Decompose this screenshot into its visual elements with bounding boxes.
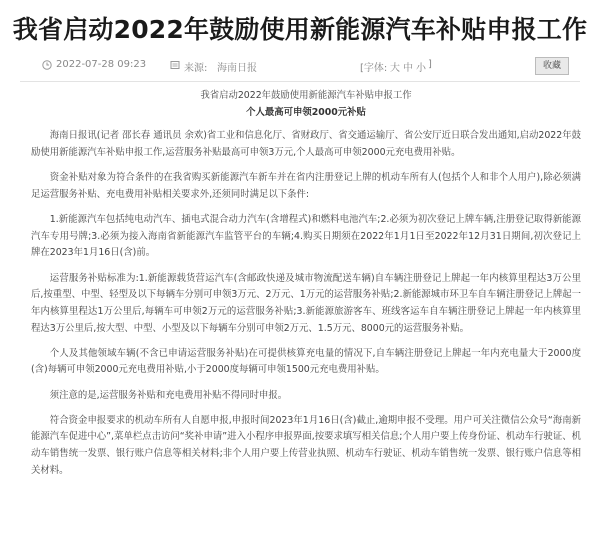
article-subtitle: 我省启动2022年鼓励使用新能源汽车补贴申报工作 [200, 90, 412, 101]
paragraph-eligibility: 资金补贴对象为符合条件的在我省购买新能源汽车新车并在省内注册登记上牌的机动车所有人(包括个人和非个人用户),除必须满足运营服务补贴、充电费用补贴相关要求外,还须同时满足以下条件: [31, 172, 581, 200]
paragraph-application: 符合资金申报要求的机动车所有人自愿申报,申报时间2023年1月16日(含)截止,逾期申报不受理。用户可关注微信公众号“海南新能源汽车促进中心”,菜单栏点击访问“奖补申请”进入小程序申报界面,按要求填写相关信息;个人用户要上传身份证、机动车行驶证、机动车销售统一发票、银行账户信息等相关材料;非个人用户要上传营业执照、机动车行驶证、机动车销售统一发票、银行账户信息等相关材料。 [31, 414, 581, 476]
font-size-medium-link[interactable]: 中 [403, 63, 413, 74]
font-size-close-bracket: ] [428, 59, 432, 70]
font-size-small-link[interactable]: 小 [416, 63, 426, 74]
article-subheading: 个人最高可申领2000元补贴 [246, 106, 366, 118]
source-label: 来源: [184, 63, 208, 74]
clock-icon [42, 60, 52, 70]
page-title: 我省启动2022年鼓励使用新能源汽车补贴申报工作 [12, 15, 588, 44]
paragraph-operating-subsidy: 运营服务补贴标准为:1.新能源载货营运汽车(含邮政快递及城市物流配送车辆)自车辆注册登记上牌起一年内核算里程达3万公里后,按重型、中型、轻型及以下每辆车分别可申领3万元、2万元、1万元的运营服务补贴;2.新能源城市环卫车自车辆注册登记上牌起一年内核算里程达1万公里后,每辆车可申领2万元的运营服务补贴;3.新能源旅游客车、班线客运车自车辆注册登记上牌起一年内核算里程达3万公里后,按大型、中型、小型及以下每辆车分别可申领2万元、1.5万元、8000元的运营服务补贴。 [31, 272, 581, 334]
font-size-label: [字体: [360, 63, 388, 74]
paragraph-intro: 海南日报讯(记者 邵长春 通讯员 余欢)省工业和信息化厅、省财政厅、省交通运输厅、省公安厅近日联合发出通知,启动2022年鼓励使用新能源汽车补贴申报工作,运营服务补贴最高可申领3万元,个人最高可申领2000元充电费用补贴。 [31, 130, 581, 159]
divider [20, 81, 580, 82]
paragraph-notice: 须注意的是,运营服务补贴和充电费用补贴不得同时申报。 [49, 389, 288, 401]
font-size-large-link[interactable]: 大 [390, 63, 400, 74]
article-meta-bar [20, 57, 580, 77]
source-icon [170, 60, 180, 70]
paragraph-charging-subsidy: 个人及其他领域车辆(不含已申请运营服务补贴)在可提供核算充电量的情况下,自车辆注册登记上牌起一年内充电量大于2000度(含)每辆可申领2000元充电费用补贴,小于2000度每辆可申领1500元充电费用补贴。 [31, 347, 581, 376]
publish-date: 2022-07-28 09:23 [56, 59, 147, 70]
paragraph-conditions: 1.新能源汽车包括纯电动汽车、插电式混合动力汽车(含增程式)和燃料电池汽车;2.必须为初次登记上牌车辆,注册登记取得新能源汽车专用号牌;3.必须为接入海南省新能源汽车监管平台的车辆;4.购买日期须在2022年1月1日至2022年12月31日期间,初次登记上牌在2023年1月16日(含)前。 [31, 214, 581, 259]
source-value: 海南日报 [217, 63, 257, 74]
collect-button[interactable]: 收藏 [535, 57, 569, 75]
article-body [31, 88, 581, 488]
